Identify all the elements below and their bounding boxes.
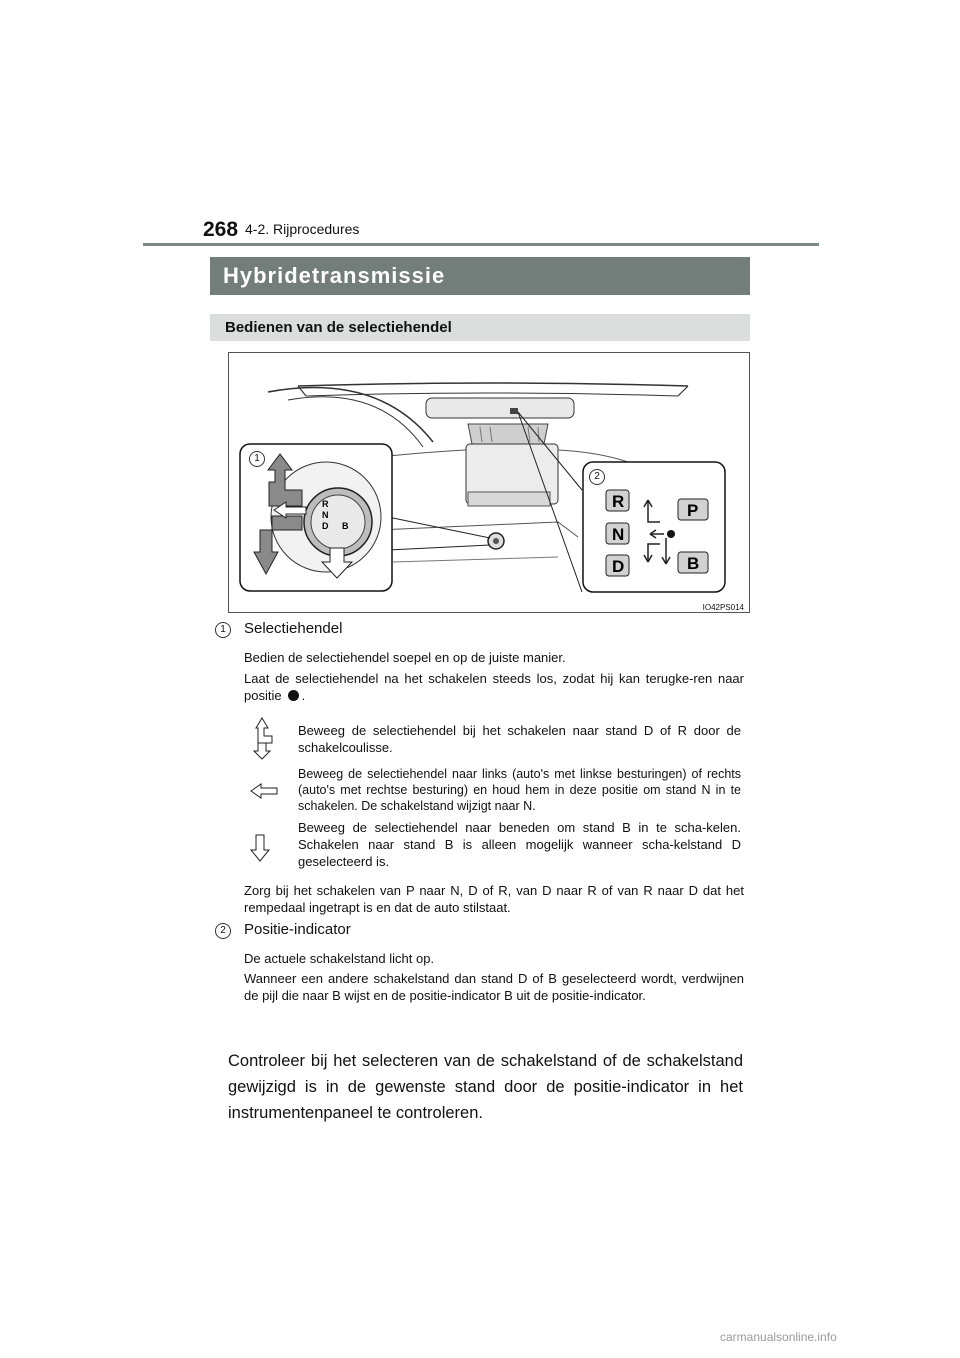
item-2-number: 2 <box>215 923 231 939</box>
legend-2-text: Beweeg de selectiehendel naar links (auto's met linkse besturingen) of rechts (auto's met rechtse besturing) en houd hem in deze positie om stand N in te schakelen. De schakelstand wijzigt naar N. <box>298 767 741 813</box>
figure-code: IO42PS014 <box>702 603 744 612</box>
item-1-title: Selectiehendel <box>244 620 343 637</box>
item-1-p2 <box>244 670 744 704</box>
callout-2: 2 <box>589 469 605 485</box>
item-2-p1: De actuele schakelstand licht op. <box>244 951 435 966</box>
item-1-p2-end: . <box>301 688 306 703</box>
up-down-shift-icon <box>250 716 274 760</box>
watermark: carmanualsonline.info <box>720 1330 837 1344</box>
section-label: 4-2. Rijprocedures <box>245 221 360 237</box>
lever-label-b: B <box>342 521 349 531</box>
item-1-note: Zorg bij het schakelen van P naar N, D of R, van D naar R of van R naar D dat het rempedaal ingetrapt is en dat de auto stilstaat. <box>244 883 744 915</box>
lever-label-d: D <box>322 521 329 531</box>
section-subtitle <box>210 314 750 341</box>
page-number: 268 <box>203 218 239 241</box>
item-1-number: 1 <box>215 622 231 638</box>
indicator-d: D <box>612 557 625 576</box>
lever-label-n: N <box>322 510 329 520</box>
shift-lever-figure <box>228 352 750 613</box>
indicator-p: P <box>687 501 699 520</box>
dashboard-illustration <box>228 352 750 613</box>
section-subtitle-text: Bedienen van de selectiehendel <box>225 319 452 336</box>
indicator-r: R <box>612 492 625 511</box>
indicator-n: N <box>612 525 625 544</box>
page-title: Hybridetransmissie <box>210 257 750 295</box>
left-arrow-icon <box>250 782 278 800</box>
legend-3-text: Beweeg de selectiehendel naar beneden om stand B in te scha-kelen. Schakelen naar stand B is alleen mogelijk wanneer scha-kelstand D geselecteerd is. <box>298 820 741 869</box>
lever-label-r: R <box>322 499 329 509</box>
home-position-dot-icon <box>288 690 299 701</box>
item-1-p2-text: Laat de selectiehendel na het schakelen steeds los, zodat hij kan terugke-ren naar positie <box>244 671 744 703</box>
indicator-b: B <box>687 554 700 573</box>
closing-paragraph: Controleer bij het selecteren van de schakelstand of de schakelstand gewijzigd is in de gewenste stand door de positie-indicator in het instrumentenpaneel te controleren. <box>228 1052 743 1122</box>
down-arrow-icon <box>250 834 270 862</box>
legend-1-text: Beweeg de selectiehendel bij het schakelen naar stand D of R door de schakelcoulisse. <box>298 723 741 755</box>
item-2-p2: Wanneer een andere schakelstand dan stand D of B geselecteerd wordt, verdwijnen de pijl die naar B wijst en de positie-indicator B uit de positie-indicator. <box>244 971 744 1003</box>
callout-1: 1 <box>249 451 265 467</box>
item-1-p1: Bedien de selectiehendel soepel en op de juiste manier. <box>244 650 566 665</box>
item-2-title: Positie-indicator <box>244 921 351 938</box>
header-divider <box>143 243 819 246</box>
